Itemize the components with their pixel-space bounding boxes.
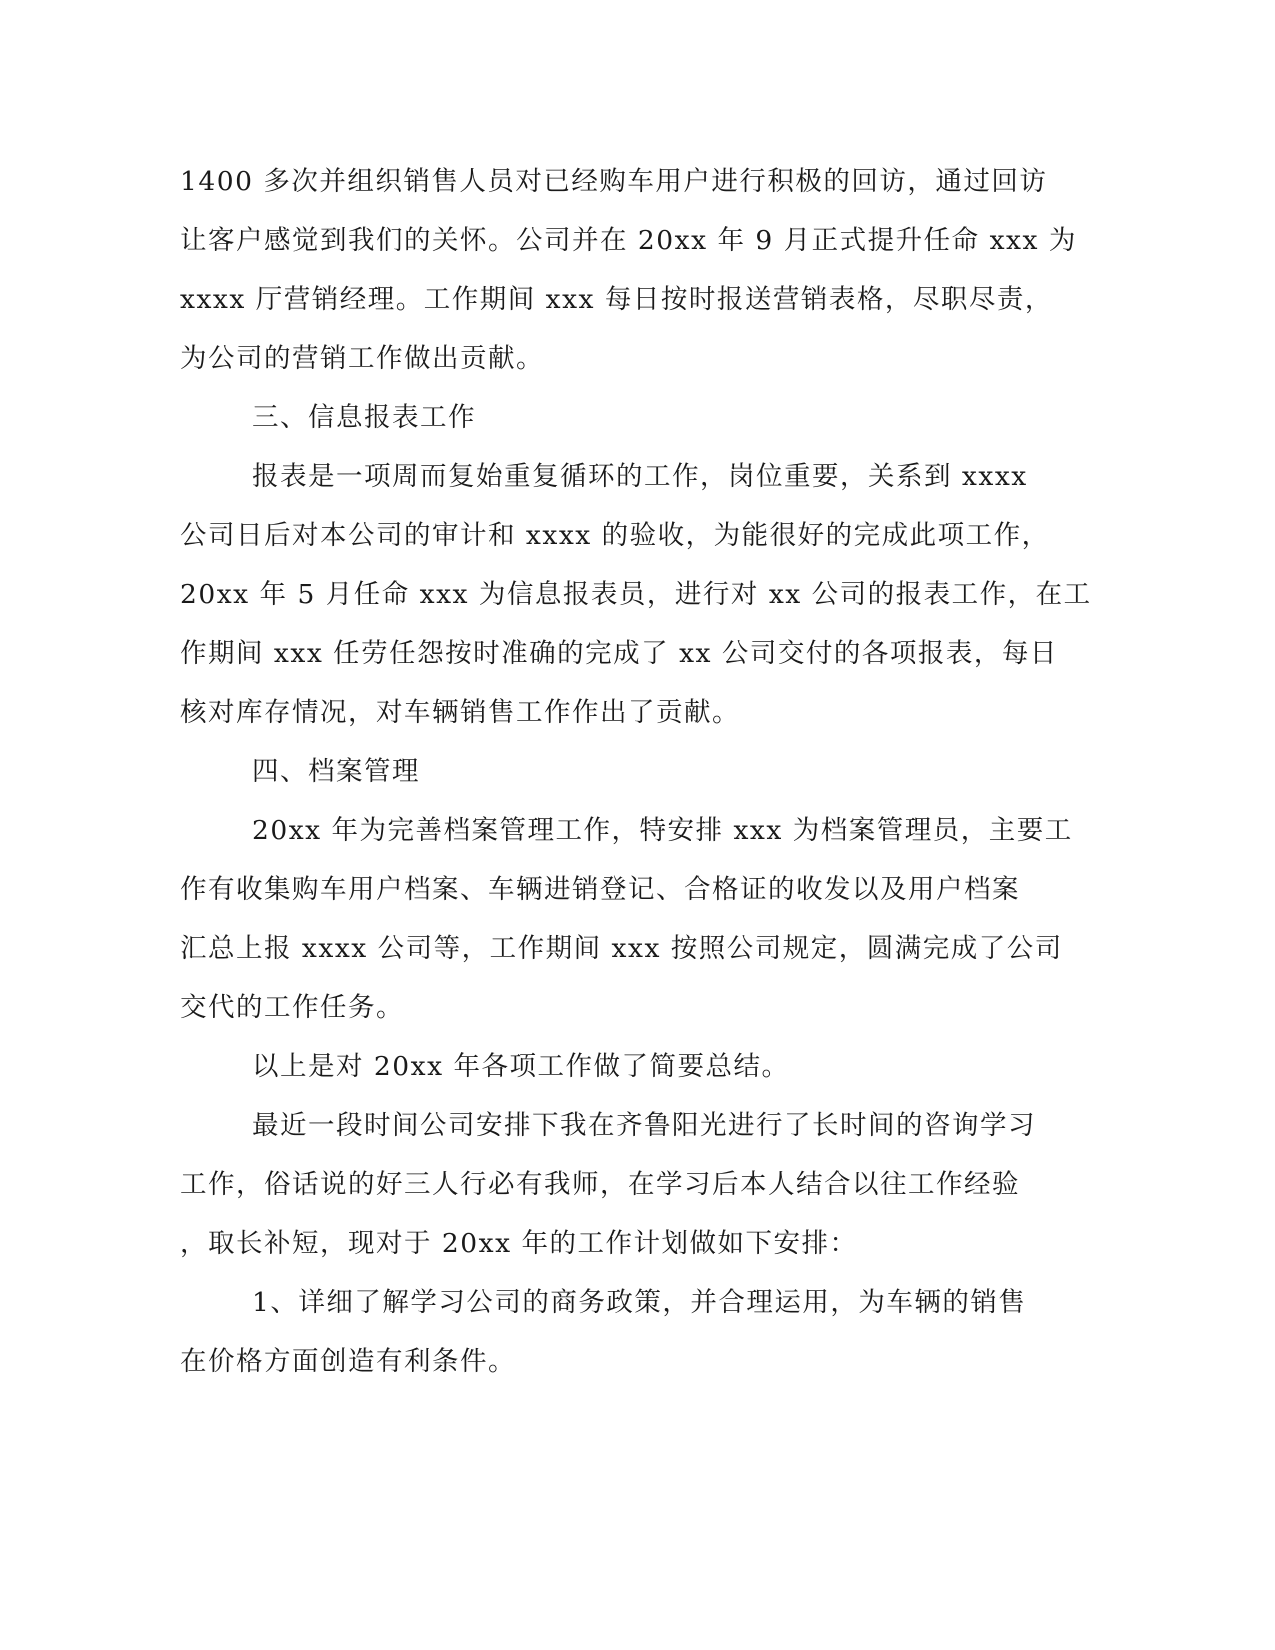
text-line: 工作，俗话说的好三人行必有我师，在学习后本人结合以往工作经验 [180,1169,1020,1200]
document-body [180,152,1092,1391]
text-line: 让客户感觉到我们的关怀。公司并在 20xx 年 9 月正式提升任命 xxx 为 [180,225,1077,256]
text-line: ，取长补短，现对于 20xx 年的工作计划做如下安排： [180,1228,858,1259]
text-line: 最近一段时间公司安排下我在齐鲁阳光进行了长时间的咨询学习 [252,1110,1036,1141]
text-line: 核对库存情况，对车辆销售工作作出了贡献。 [180,697,740,728]
section-heading-3 [180,388,1030,447]
text-line: 交代的工作任务。 [180,992,404,1023]
text-line: 20xx 年 5 月任命 xxx 为信息报表员，进行对 xx 公司的报表工作，在工 [180,579,1092,610]
text-line: 以上是对 20xx 年各项工作做了简要总结。 [252,1051,790,1082]
text-line: 在价格方面创造有利条件。 [180,1346,516,1377]
paragraph-reports [180,447,1092,742]
text-line: 公司日后对本公司的审计和 xxxx 的验收，为能很好的完成此项工作， [180,520,1050,551]
heading-line: 四、档案管理 [252,756,420,787]
paragraph-summary [180,1037,1030,1096]
text-line: 报表是一项周而复始重复循环的工作，岗位重要，关系到 xxxx [252,461,1028,492]
text-line: 为公司的营销工作做出贡献。 [180,343,544,374]
text-line: 作期间 xxx 任劳任怨按时准确的完成了 xx 公司交付的各项报表，每日 [180,638,1058,669]
paragraph-plan-item-1 [180,1273,1030,1391]
heading-line: 三、信息报表工作 [252,402,476,433]
text-line: 1400 多次并组织销售人员对已经购车用户进行积极的回访，通过回访 [180,166,1048,197]
text-line: 作有收集购车用户档案、车辆进销登记、合格证的收发以及用户档案 [180,874,1020,905]
text-line: 汇总上报 xxxx 公司等，工作期间 xxx 按照公司规定，圆满完成了公司 [180,933,1063,964]
text-line: 20xx 年为完善档案管理工作，特安排 xxx 为档案管理员，主要工 [252,815,1073,846]
text-line: xxxx 厅营销经理。工作期间 xxx 每日按时报送营销表格，尽职尽责， [180,284,1053,315]
paragraph-continuation [180,152,1077,388]
paragraph-plan-intro [180,1096,1036,1273]
section-heading-4 [180,742,1030,801]
paragraph-archives [180,801,1073,1037]
text-line: 1、详细了解学习公司的商务政策，并合理运用，为车辆的销售 [252,1287,1027,1318]
